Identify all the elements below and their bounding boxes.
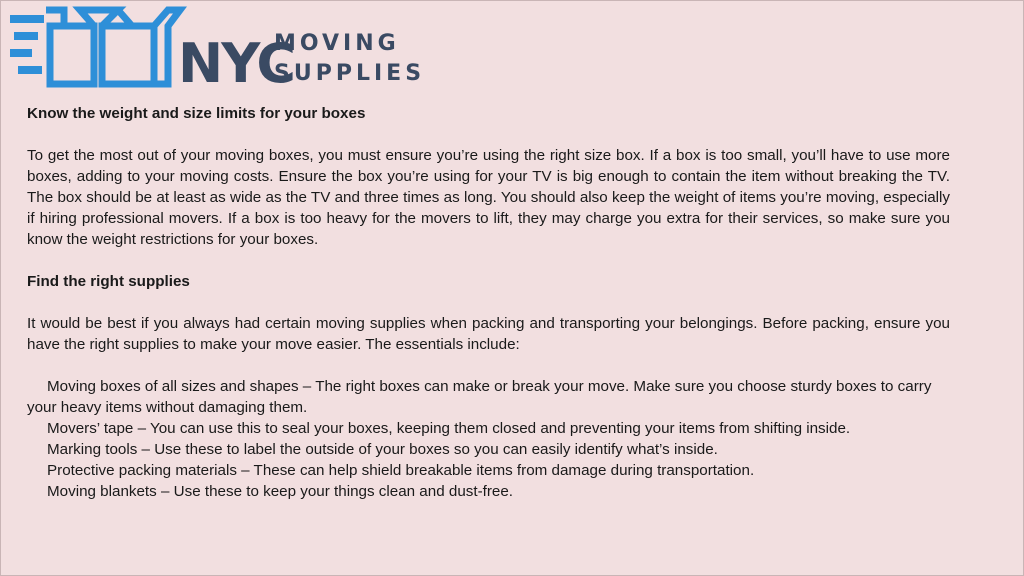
brand-moving-text: MOVING <box>274 31 400 56</box>
section-heading-weight-limits: Know the weight and size limits for your boxes <box>27 105 366 122</box>
section-body-weight-limits: To get the most out of your moving boxes, you must ensure you’re using the right size box. If a box is too small, you’ll have to use more boxes, adding to your moving costs. Ensure the box you’re using for your TV is big enough to contain the item without breaking the TV. The box should be at least as wide as the TV and three times as long. You should also keep the weight of items you’re moving, especially if hiring professional movers. If a box is too heavy for the movers to lift, they may charge you extra for their services, so make sure you know the weight restrictions for your boxes. <box>27 147 950 248</box>
list-item: Protective packing materials – These can help shield breakable items from damage during transportation. <box>47 462 755 479</box>
brand-nyc-text: NYC <box>178 32 295 95</box>
brand-logo <box>8 6 426 95</box>
list-item: Movers’ tape – You can use this to seal your boxes, keeping them closed and preventing your items from shifting inside. <box>47 420 851 437</box>
section-heading-right-supplies: Find the right supplies <box>27 273 190 290</box>
list-item: Moving blankets – Use these to keep your things clean and dust-free. <box>47 483 514 500</box>
list-item: Moving boxes of all sizes and shapes – The right boxes can make or break your move. Make sure you choose sturdy boxes to carry your heavy items without damaging them. <box>27 378 932 416</box>
brand-supplies-text: SUPPLIES <box>274 61 426 86</box>
list-item: Marking tools – Use these to label the outside of your boxes so you can easily identify what’s inside. <box>47 441 718 458</box>
boxes-logo-icon <box>8 6 426 95</box>
supplies-list <box>27 376 950 502</box>
section-body-right-supplies: It would be best if you always had certain moving supplies when packing and transporting your belongings. Before packing, ensure you have the right supplies to make your move easier. The essentials include: <box>27 315 950 353</box>
article-content <box>27 103 950 502</box>
